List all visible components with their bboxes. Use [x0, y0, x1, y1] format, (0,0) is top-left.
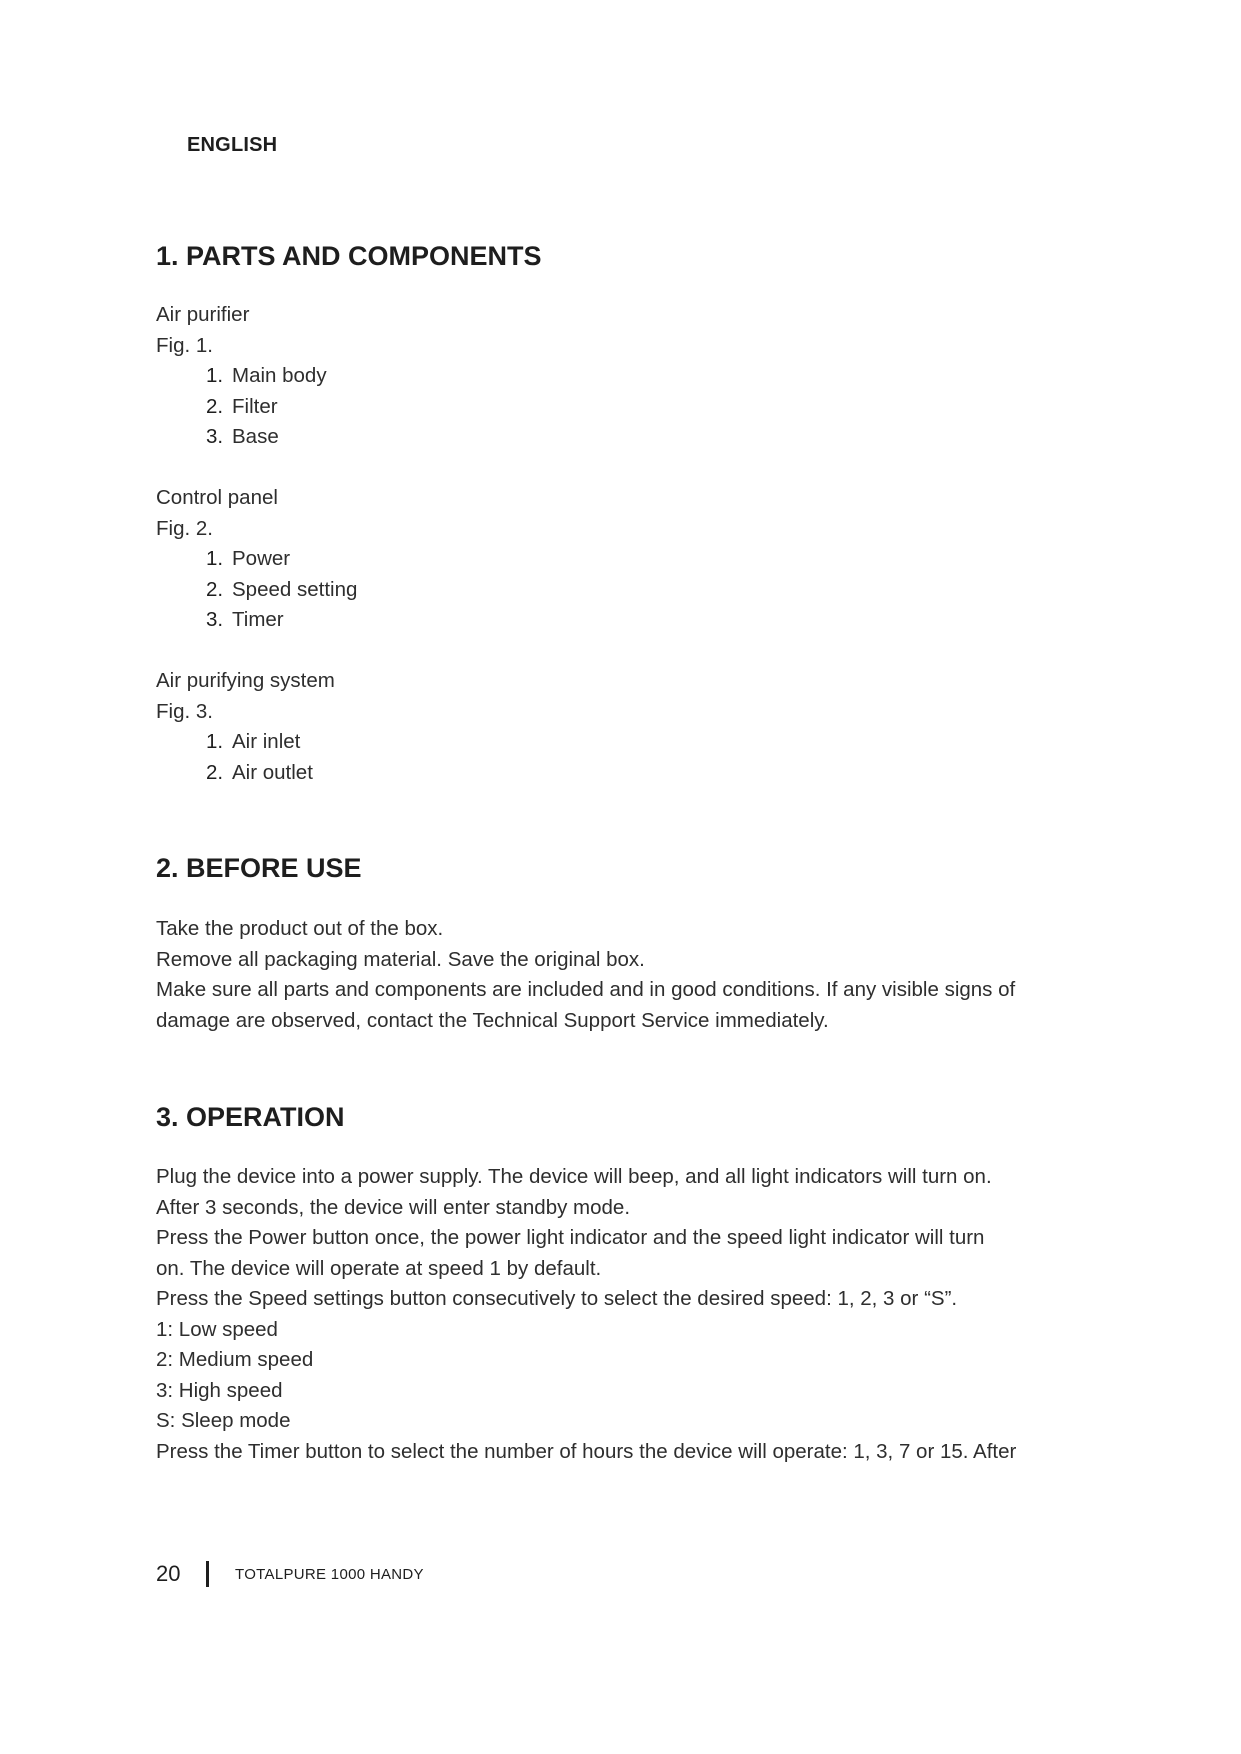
section-1-title: 1. PARTS AND COMPONENTS [156, 241, 542, 271]
paragraph-line: damage are observed, contact the Technical Support Service immediately. [156, 1008, 829, 1032]
list-item: 3. Base [206, 425, 279, 448]
paragraph-line: Press the Timer button to select the number of hours the device will operate: 1, 3, 7 or 15. After [156, 1439, 1017, 1463]
paragraph-line: 1: Low speed [156, 1317, 278, 1341]
parts-list [156, 544, 1116, 636]
parts-list [156, 727, 1116, 788]
section-1-body [156, 300, 1116, 788]
list-item: 2. Speed setting [206, 577, 358, 601]
paragraph-line: Press the Power button once, the power light indicator and the speed light indicator will turn [156, 1226, 985, 1249]
section-2-title: 2. BEFORE USE [156, 853, 362, 883]
paragraph-line: Plug the device into a power supply. The device will beep, and all light indicators will turn on. [156, 1165, 992, 1188]
list-item: 1. Main body [206, 364, 327, 387]
figure-ref: Fig. 2. [156, 516, 213, 540]
page-footer [156, 1561, 424, 1587]
group-name: Control panel [156, 486, 278, 509]
figure-ref: Fig. 3. [156, 699, 213, 723]
list-item: 3. Timer [206, 608, 284, 631]
parts-list [156, 361, 1116, 453]
list-item: 2. Filter [206, 394, 278, 418]
paragraph-line: Take the product out of the box. [156, 917, 444, 940]
product-name: TOTALPURE 1000 HANDY [235, 1565, 424, 1583]
paragraph-line: 2: Medium speed [156, 1348, 314, 1371]
list-item: 1. Power [206, 547, 291, 570]
paragraph-line: After 3 seconds, the device will enter standby mode. [156, 1195, 631, 1219]
section-3-title: 3. OPERATION [156, 1102, 345, 1132]
paragraph-line: Press the Speed settings button consecutively to select the desired speed: 1, 2, 3 or “S”. [156, 1287, 958, 1310]
list-item: 1. Air inlet [206, 730, 301, 753]
group-name: Air purifying system [156, 669, 335, 692]
paragraph-line: S: Sleep mode [156, 1409, 291, 1432]
paragraph-line: 3: High speed [156, 1378, 283, 1402]
page-number: 20 [156, 1561, 181, 1586]
group-name: Air purifier [156, 303, 250, 326]
section-2-body [156, 914, 1116, 1036]
footer-divider [206, 1561, 209, 1587]
paragraph-line: Make sure all parts and components are included and in good conditions. If any visible signs of [156, 978, 1016, 1001]
paragraph-line: Remove all packaging material. Save the original box. [156, 947, 645, 971]
language-label: ENGLISH [187, 134, 278, 156]
list-item: 2. Air outlet [206, 760, 313, 784]
section-3-body [156, 1162, 1116, 1467]
paragraph-line: on. The device will operate at speed 1 by default. [156, 1256, 602, 1280]
figure-ref: Fig. 1. [156, 333, 213, 357]
